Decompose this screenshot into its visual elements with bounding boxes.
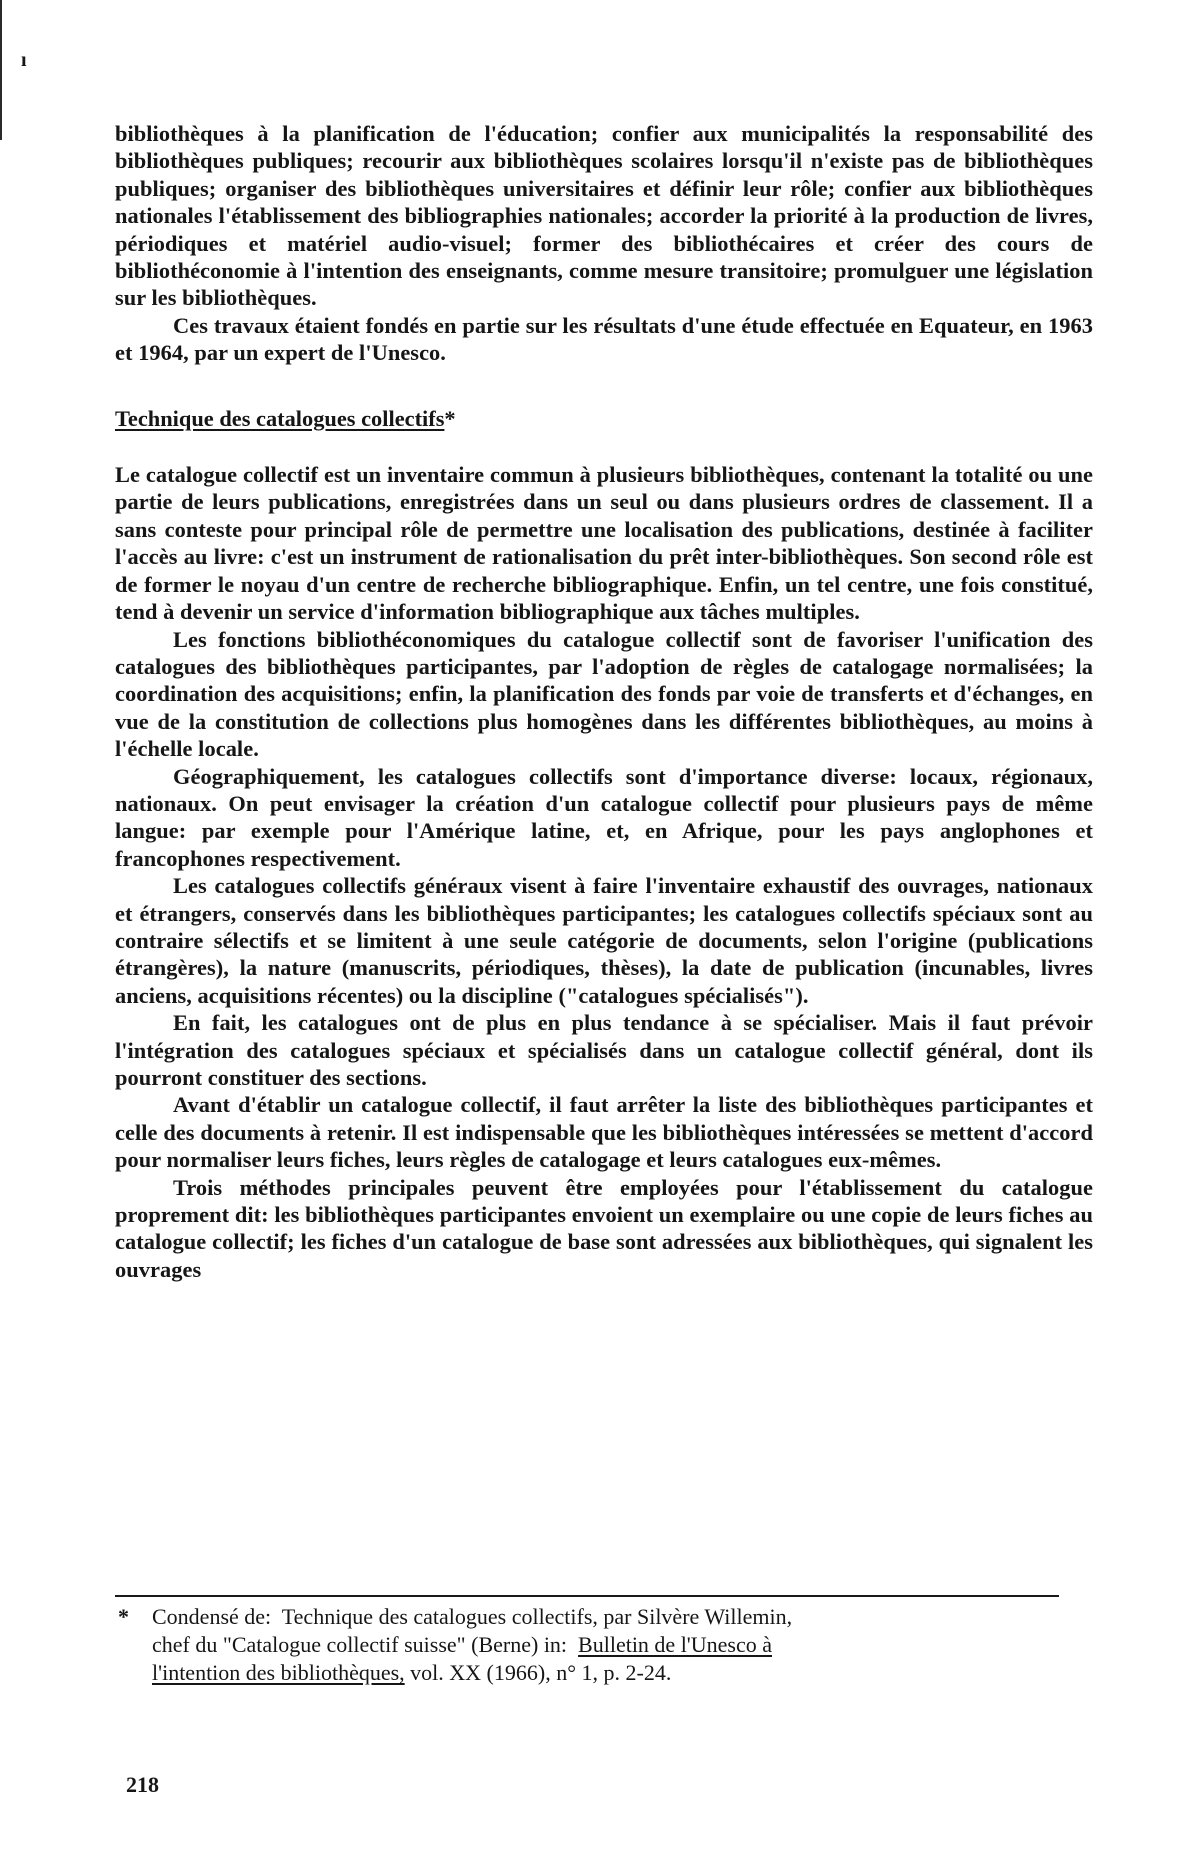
section-heading xyxy=(115,405,1093,432)
footnote-line-3 xyxy=(118,1659,1068,1687)
section-heading-marker: * xyxy=(444,405,456,431)
page-edge-line xyxy=(0,0,2,140)
footnote-journal-a: Bulletin de l'Unesco à xyxy=(578,1632,773,1657)
intro-paragraph-2: Ces travaux étaient fondés en partie sur les résultats d'une étude effectuée en Equateur, en 1963 et 1964, par un expert de l'Unesco. xyxy=(115,312,1093,366)
footnote xyxy=(118,1603,1068,1687)
section-paragraph-3: Géographiquement, les catalogues collectifs sont d'importance diverse: locaux, régionaux, nationaux. On peut envisager la création d'un catalogue collectif pour plusieurs pays de même langue: par exemple pour l'Amérique latine, et, en Afrique, pour les pays anglophones et francophones respectivement. xyxy=(115,763,1093,871)
footnote-line-1 xyxy=(118,1603,1068,1631)
footnote-title: Technique des catalogues collectifs, par Silvère Willemin, xyxy=(281,1604,793,1629)
section-paragraph-2: Les fonctions bibliothéconomiques du catalogue collectif sont de favoriser l'unification des catalogues des bibliothèques participantes, par l'adoption de règles de catalogage normalisées; la coordination des acquisitions; enfin, la planification des fonds par voie de transferts et d'échanges, en vue de la constitution de collections plus homogènes dans les différentes bibliothèques, au moins à l'échelle locale. xyxy=(115,626,1093,762)
footnote-line-2 xyxy=(118,1631,1068,1659)
footnote-marker: * xyxy=(118,1604,129,1629)
section-paragraph-7: Trois méthodes principales peuvent être employées pour l'établissement du catalogue proprement dit: les bibliothèques participantes envoient un exemplaire ou une copie de leurs fiches au catalogue collectif; les fiches d'un catalogue de base sont adressées aux bibliothèques, qui signalent les ouvrages xyxy=(115,1174,1093,1282)
section-paragraph-5: En fait, les catalogues ont de plus en plus tendance à se spécialiser. Mais il faut prévoir l'intégration des catalogues spéciaux et spécialisés dans un catalogue collectif général, dont ils pourront constituer des sections. xyxy=(115,1010,1093,1090)
section-paragraph-1: Le catalogue collectif est un inventaire commun à plusieurs bibliothèques, contenant la totalité ou une partie de leurs publications, enregistrées dans un seul ou dans plusieurs ordres de classement. Il a sans conteste pour principal rôle de permettre une localisation des publications, destinée à faciliter l'accès au livre: c'est un instrument de rationalisation du prêt inter-bibliothèques. Son second rôle est de former le noyau d'un centre de recherche bibliographique. Enfin, un tel centre, une fois constitué, tend à devenir un service d'information bibliographique aux tâches multiples. xyxy=(115,462,1093,625)
intro-paragraph-1: bibliothèques à la planification de l'éducation; confier aux municipalités la responsabilité des bibliothèques publiques; recourir aux bibliothèques scolaires lorsqu'il n'existe pas de bibliothèques publiques; organiser des bibliothèques universitaires et définir leur rôle; confier aux bibliothèques nationales l'établissement des bibliographies nationales; accorder la priorité à la production de livres, périodiques et matériel audio-visuel; former des bibliothécaires et créer des cours de bibliothéconomie à l'intention des enseignants, comme mesure transitoire; promulguer une législation sur les bibliothèques. xyxy=(115,121,1093,311)
corner-mark: ı xyxy=(21,49,27,71)
section-paragraph-6: Avant d'établir un catalogue collectif, il faut arrêter la liste des bibliothèques participantes et celle des documents à retenir. Il est indispensable que les bibliothèques intéressées se mettent d'accord pour normaliser leurs fiches, leurs règles de catalogage et leurs catalogues eux-mêmes. xyxy=(115,1092,1093,1173)
footnote-divider xyxy=(115,1595,1059,1597)
footnote-prefix: Condensé de: xyxy=(152,1604,272,1629)
footnote-journal-b: l'intention des bibliothèques, xyxy=(152,1660,405,1685)
section-heading-text: Technique des catalogues collectifs xyxy=(115,405,445,431)
footnote-citation: vol. XX (1966), n° 1, p. 2-24. xyxy=(410,1660,672,1685)
footnote-author-source: chef du "Catalogue collectif suisse" (Berne) in: xyxy=(152,1632,568,1657)
section-paragraph-4: Les catalogues collectifs généraux visent à faire l'inventaire exhaustif des ouvrages, nationaux et étrangers, conservés dans les bibliothèques participantes; les catalogues collectifs spéciaux sont au contraire sélectifs et se limitent à une seule catégorie de documents, selon l'origine (publications étrangères), la nature (manuscrits, périodiques, thèses), la date de publication (incunables, livres anciens, acquisitions récentes) ou la discipline ("catalogues spécialisés"). xyxy=(115,873,1093,1008)
page-body xyxy=(115,120,1093,1283)
page-number: 218 xyxy=(126,1772,159,1797)
